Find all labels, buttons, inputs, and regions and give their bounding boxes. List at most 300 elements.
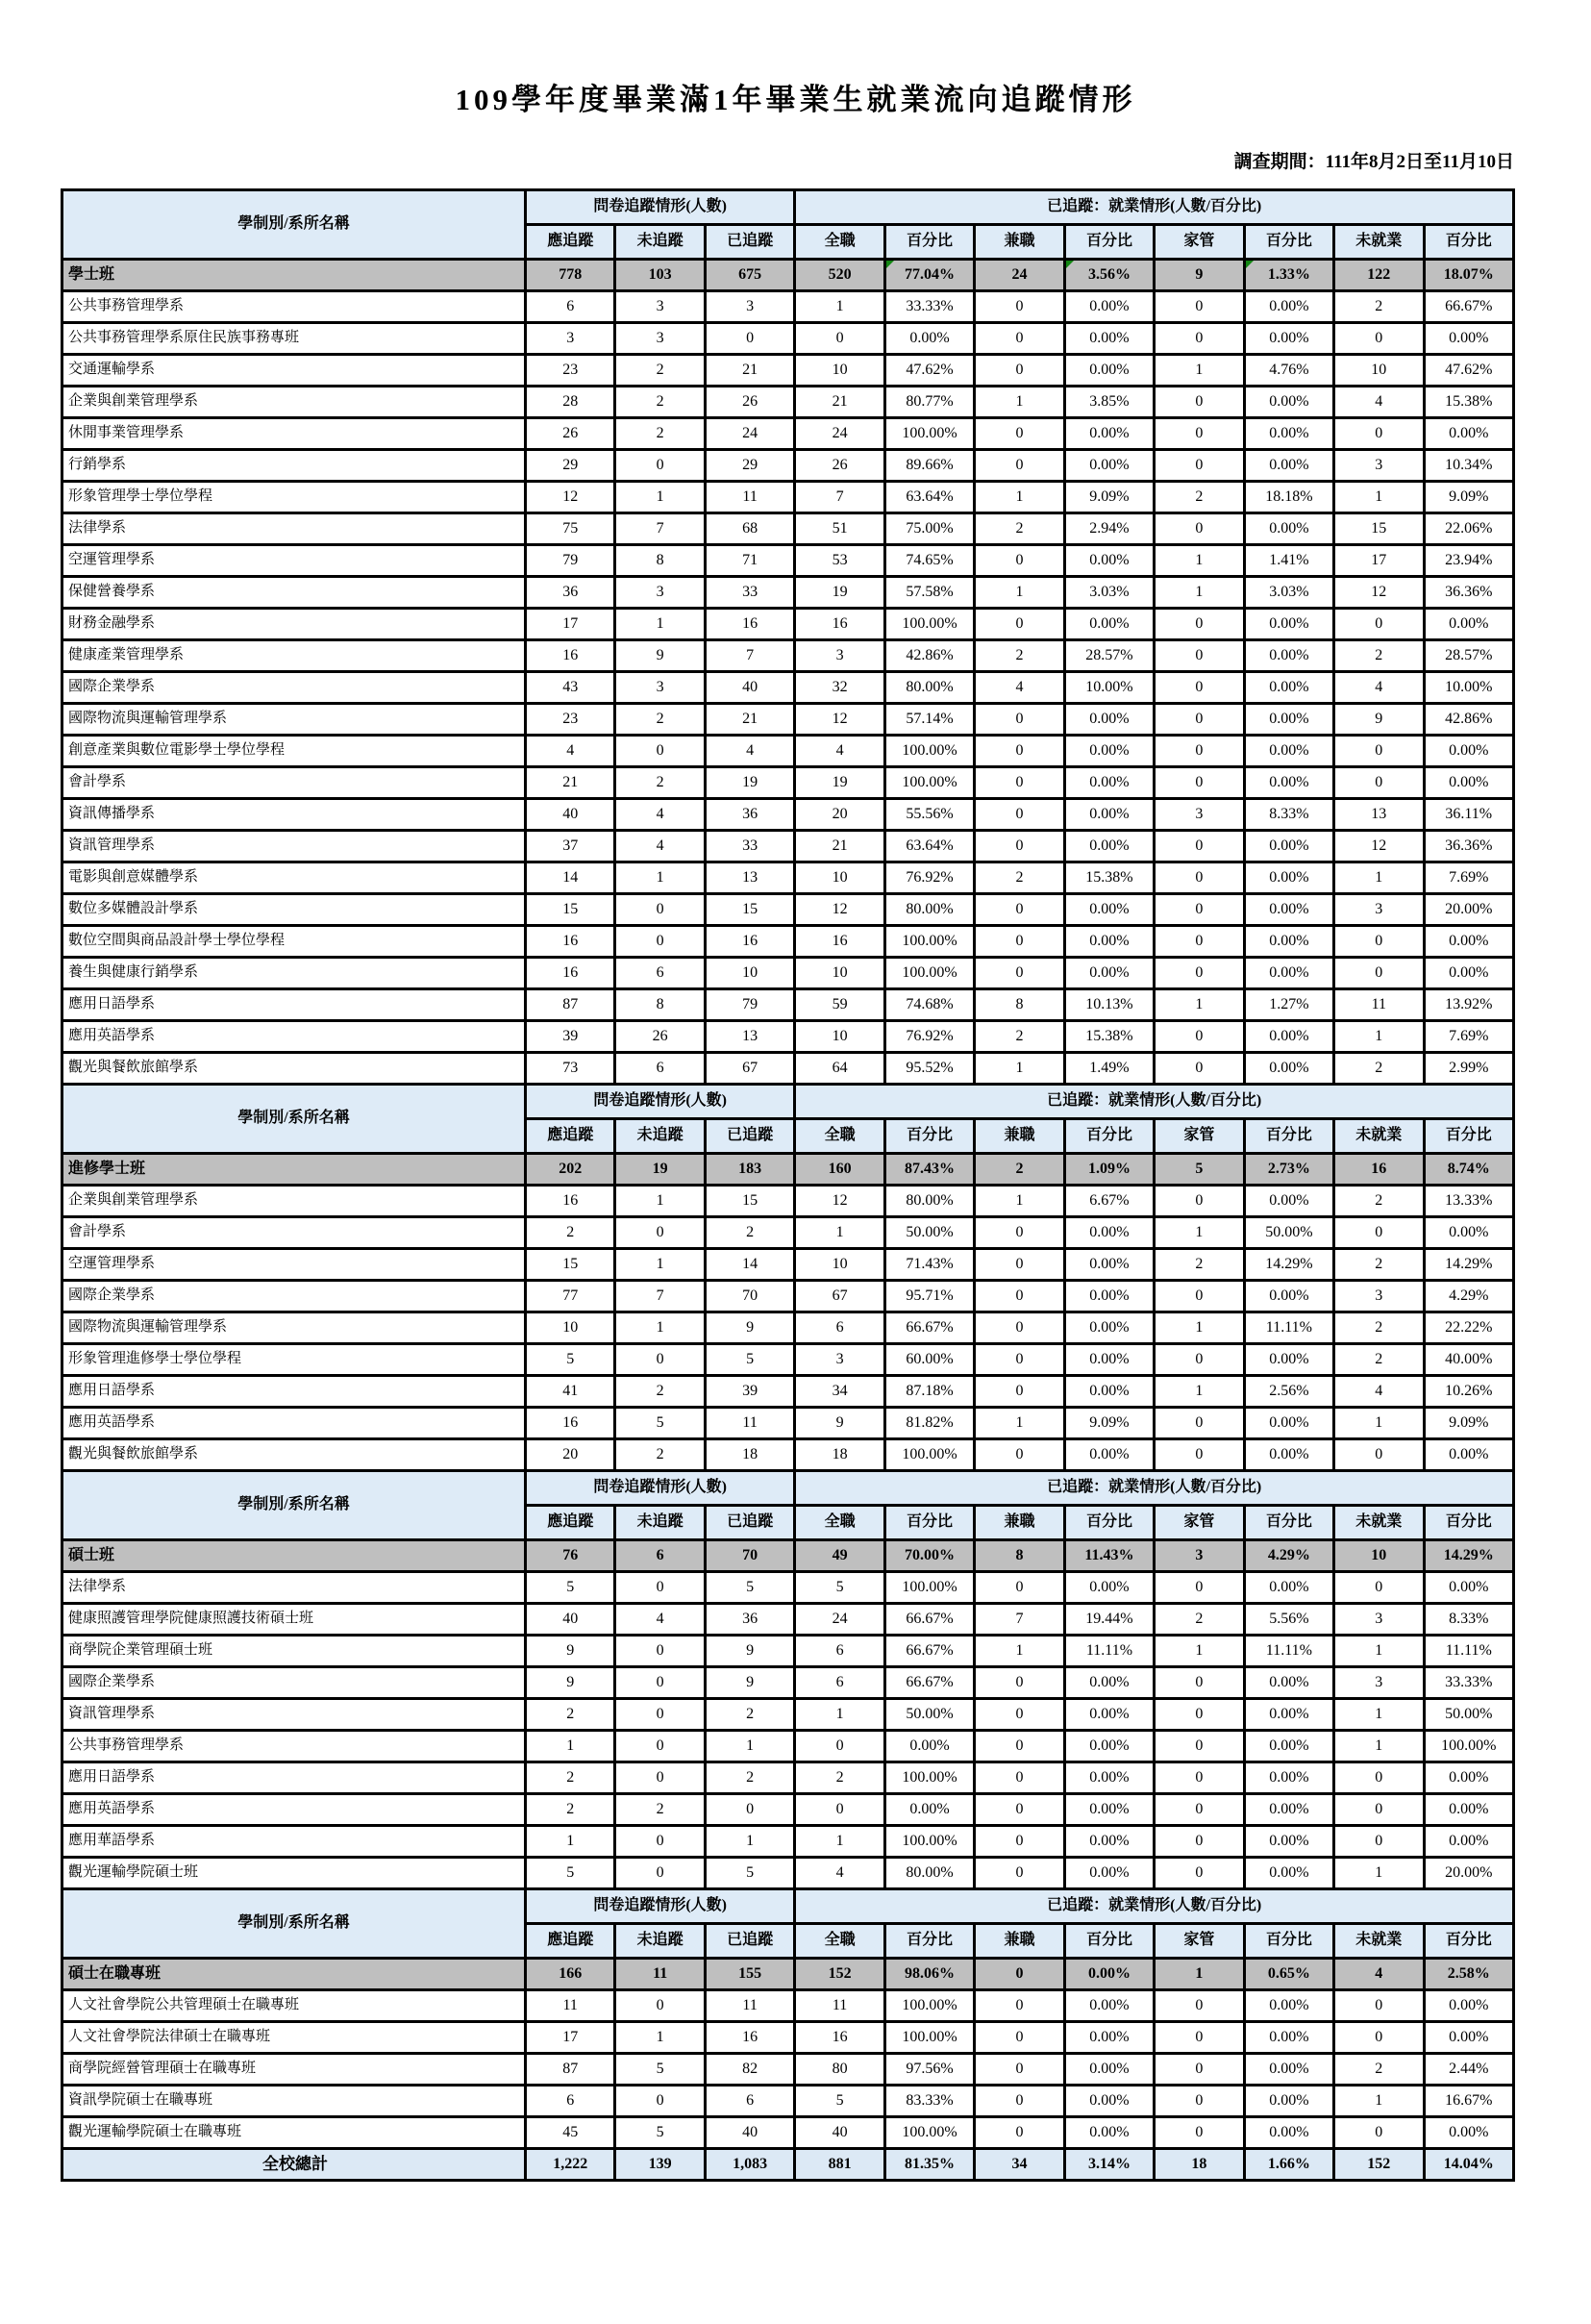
count-cell: 5 xyxy=(795,2086,884,2117)
count-cell: 71 xyxy=(705,545,794,577)
percent-cell: 100.00% xyxy=(884,2022,974,2054)
count-cell: 0 xyxy=(1155,894,1244,926)
count-cell: 75 xyxy=(526,513,615,545)
count-cell: 6 xyxy=(795,1667,884,1699)
count-cell: 0 xyxy=(1155,1990,1244,2022)
table-row xyxy=(62,418,1514,450)
count-cell: 0 xyxy=(975,609,1064,640)
percent-cell: 10.00% xyxy=(1064,672,1154,704)
count-cell: 183 xyxy=(705,1154,794,1186)
table-row xyxy=(62,894,1514,926)
percent-cell: 2.94% xyxy=(1064,513,1154,545)
percent-cell: 0.00% xyxy=(1244,1439,1333,1471)
count-cell: 16 xyxy=(1334,1154,1424,1186)
percent-cell: 0.00% xyxy=(1244,1858,1333,1889)
count-cell: 87 xyxy=(526,989,615,1021)
table-row xyxy=(62,736,1514,767)
count-cell: 1 xyxy=(975,1186,1064,1217)
count-cell: 0 xyxy=(975,1572,1064,1604)
count-cell: 2 xyxy=(1155,1249,1244,1281)
count-cell: 1 xyxy=(705,1826,794,1858)
count-cell: 2 xyxy=(1155,1604,1244,1636)
department-name: 空運管理學系 xyxy=(62,1249,526,1281)
department-name: 資訊傳播學系 xyxy=(62,799,526,831)
department-name: 商學院企業管理碩士班 xyxy=(62,1636,526,1667)
count-cell: 0 xyxy=(975,1312,1064,1344)
count-cell: 3 xyxy=(705,291,794,323)
header-group-row-0 xyxy=(62,190,1514,225)
count-cell: 26 xyxy=(705,387,794,418)
count-cell: 1 xyxy=(1334,1858,1424,1889)
count-cell: 520 xyxy=(795,260,884,291)
count-cell: 4 xyxy=(795,1858,884,1889)
percent-cell: 11.11% xyxy=(1424,1636,1513,1667)
table-row xyxy=(62,862,1514,894)
count-cell: 1 xyxy=(615,1312,705,1344)
count-cell: 0 xyxy=(1155,831,1244,862)
count-cell: 1 xyxy=(975,1636,1064,1667)
count-cell: 18 xyxy=(1155,2149,1244,2181)
percent-cell: 0.00% xyxy=(1424,609,1513,640)
percent-cell: 40.00% xyxy=(1424,1344,1513,1376)
count-cell: 49 xyxy=(795,1540,884,1572)
count-cell: 0 xyxy=(1155,1699,1244,1731)
count-cell: 0 xyxy=(1334,1794,1424,1826)
percent-cell: 0.00% xyxy=(1244,1186,1333,1217)
percent-cell: 7.69% xyxy=(1424,1021,1513,1053)
percent-cell: 3.56% xyxy=(1064,260,1154,291)
count-cell: 5 xyxy=(526,1344,615,1376)
percent-cell: 81.82% xyxy=(884,1408,974,1439)
percent-cell: 0.00% xyxy=(1064,323,1154,355)
department-name: 電影與創意媒體學系 xyxy=(62,862,526,894)
percent-cell: 15.38% xyxy=(1064,1021,1154,1053)
count-cell: 0 xyxy=(975,1990,1064,2022)
header-survey-group: 問卷追蹤情形(人數) xyxy=(526,190,795,225)
percent-cell: 0.00% xyxy=(1424,767,1513,799)
count-cell: 15 xyxy=(1334,513,1424,545)
percent-cell: 0.00% xyxy=(1064,1376,1154,1408)
count-cell: 3 xyxy=(615,291,705,323)
count-cell: 0 xyxy=(1155,387,1244,418)
header-employment-group: 已追蹤：就業情形(人數/百分比) xyxy=(795,1889,1514,1924)
percent-cell: 0.00% xyxy=(1244,450,1333,482)
count-cell: 0 xyxy=(1155,291,1244,323)
table-row xyxy=(62,2054,1514,2086)
count-cell: 59 xyxy=(795,989,884,1021)
count-cell: 40 xyxy=(526,1604,615,1636)
percent-cell: 100.00% xyxy=(884,926,974,958)
count-cell: 0 xyxy=(1334,1217,1424,1249)
header-subcol-part-time-percent: 百分比 xyxy=(1064,225,1154,260)
count-cell: 0 xyxy=(975,1667,1064,1699)
percent-cell: 97.56% xyxy=(884,2054,974,2086)
count-cell: 40 xyxy=(705,2117,794,2149)
header-subcol-should-track: 應追蹤 xyxy=(526,225,615,260)
count-cell: 12 xyxy=(1334,577,1424,609)
count-cell: 2 xyxy=(615,355,705,387)
percent-cell: 1.09% xyxy=(1064,1154,1154,1186)
department-name: 會計學系 xyxy=(62,1217,526,1249)
percent-cell: 14.29% xyxy=(1424,1540,1513,1572)
count-cell: 1 xyxy=(795,1217,884,1249)
count-cell: 778 xyxy=(526,260,615,291)
count-cell: 3 xyxy=(1334,1667,1424,1699)
header-subcol-part-time-percent: 百分比 xyxy=(1064,1119,1154,1154)
count-cell: 2 xyxy=(615,704,705,736)
header-subcol-unemployed: 未就業 xyxy=(1334,1119,1424,1154)
count-cell: 67 xyxy=(795,1281,884,1312)
count-cell: 2 xyxy=(615,418,705,450)
count-cell: 1 xyxy=(1155,1376,1244,1408)
count-cell: 16 xyxy=(526,1408,615,1439)
count-cell: 0 xyxy=(615,1572,705,1604)
count-cell: 0 xyxy=(1334,1826,1424,1858)
header-subcol-should-track: 應追蹤 xyxy=(526,1924,615,1959)
department-name: 財務金融學系 xyxy=(62,609,526,640)
department-name: 健康產業管理學系 xyxy=(62,640,526,672)
count-cell: 0 xyxy=(1155,2086,1244,2117)
header-subcol-part-time: 兼職 xyxy=(975,1924,1064,1959)
percent-cell: 0.00% xyxy=(1244,831,1333,862)
count-cell: 4 xyxy=(795,736,884,767)
percent-cell: 0.00% xyxy=(1064,894,1154,926)
count-cell: 10 xyxy=(526,1312,615,1344)
count-cell: 29 xyxy=(526,450,615,482)
count-cell: 37 xyxy=(526,831,615,862)
count-cell: 2 xyxy=(1334,1344,1424,1376)
percent-cell: 0.00% xyxy=(1244,1053,1333,1085)
count-cell: 0 xyxy=(975,1959,1064,1990)
count-cell: 10 xyxy=(795,862,884,894)
department-name: 資訊管理學系 xyxy=(62,1699,526,1731)
count-cell: 1 xyxy=(1155,577,1244,609)
count-cell: 2 xyxy=(1155,482,1244,513)
count-cell: 5 xyxy=(1155,1154,1244,1186)
header-group-row-3 xyxy=(62,1889,1514,1924)
header-subcol-not-tracked: 未追蹤 xyxy=(615,1924,705,1959)
department-name: 交通運輸學系 xyxy=(62,355,526,387)
header-subcol-unemployed-percent: 百分比 xyxy=(1424,225,1513,260)
percent-cell: 0.00% xyxy=(1424,1762,1513,1794)
count-cell: 1 xyxy=(1155,355,1244,387)
department-name: 數位空間與商品設計學士學位學程 xyxy=(62,926,526,958)
table-row xyxy=(62,2022,1514,2054)
department-name: 人文社會學院法律碩士在職專班 xyxy=(62,2022,526,2054)
percent-cell: 74.65% xyxy=(884,545,974,577)
count-cell: 1 xyxy=(615,1249,705,1281)
count-cell: 4 xyxy=(1334,1959,1424,1990)
count-cell: 9 xyxy=(795,1408,884,1439)
percent-cell: 3.85% xyxy=(1064,387,1154,418)
percent-cell: 10.26% xyxy=(1424,1376,1513,1408)
department-name: 人文社會學院公共管理碩士在職專班 xyxy=(62,1990,526,2022)
department-name: 保健營養學系 xyxy=(62,577,526,609)
percent-cell: 100.00% xyxy=(884,1439,974,1471)
table-row xyxy=(62,1053,1514,1085)
section-label: 學士班 xyxy=(62,260,526,291)
count-cell: 36 xyxy=(526,577,615,609)
count-cell: 0 xyxy=(615,1990,705,2022)
percent-cell: 80.00% xyxy=(884,1858,974,1889)
count-cell: 2 xyxy=(615,1439,705,1471)
percent-cell: 0.00% xyxy=(1424,1439,1513,1471)
percent-cell: 0.00% xyxy=(1424,1826,1513,1858)
count-cell: 5 xyxy=(615,2117,705,2149)
percent-cell: 0.00% xyxy=(1064,1439,1154,1471)
percent-cell: 9.09% xyxy=(1424,1408,1513,1439)
count-cell: 0 xyxy=(1155,513,1244,545)
count-cell: 0 xyxy=(975,418,1064,450)
table-row xyxy=(62,799,1514,831)
count-cell: 0 xyxy=(1155,1858,1244,1889)
count-cell: 2 xyxy=(1334,2054,1424,2086)
count-cell: 0 xyxy=(975,1281,1064,1312)
count-cell: 12 xyxy=(795,1186,884,1217)
percent-cell: 0.00% xyxy=(1064,1990,1154,2022)
percent-cell: 76.92% xyxy=(884,1021,974,1053)
count-cell: 0 xyxy=(1334,736,1424,767)
header-subcol-homemaker-percent: 百分比 xyxy=(1244,1119,1333,1154)
percent-cell: 1.66% xyxy=(1244,2149,1333,2181)
count-cell: 33 xyxy=(705,831,794,862)
section-label: 進修學士班 xyxy=(62,1154,526,1186)
count-cell: 24 xyxy=(705,418,794,450)
count-cell: 36 xyxy=(705,1604,794,1636)
department-name: 國際物流與運輸管理學系 xyxy=(62,704,526,736)
percent-cell: 0.00% xyxy=(1064,2117,1154,2149)
count-cell: 0 xyxy=(1155,1408,1244,1439)
percent-cell: 100.00% xyxy=(884,958,974,989)
percent-cell: 100.00% xyxy=(884,1762,974,1794)
count-cell: 0 xyxy=(615,1731,705,1762)
percent-cell: 100.00% xyxy=(884,1990,974,2022)
count-cell: 5 xyxy=(705,1858,794,1889)
header-subcol-full-time-percent: 百分比 xyxy=(884,1506,974,1540)
department-name: 國際物流與運輸管理學系 xyxy=(62,1312,526,1344)
count-cell: 1 xyxy=(615,862,705,894)
percent-cell: 0.00% xyxy=(1064,1959,1154,1990)
count-cell: 2 xyxy=(526,1762,615,1794)
percent-cell: 57.14% xyxy=(884,704,974,736)
percent-cell: 15.38% xyxy=(1424,387,1513,418)
header-survey-group: 問卷追蹤情形(人數) xyxy=(526,1085,795,1119)
count-cell: 2 xyxy=(526,1794,615,1826)
count-cell: 16 xyxy=(526,926,615,958)
header-employment-group: 已追蹤：就業情形(人數/百分比) xyxy=(795,1085,1514,1119)
count-cell: 2 xyxy=(975,1021,1064,1053)
percent-cell: 0.00% xyxy=(1244,1699,1333,1731)
header-subcol-not-tracked: 未追蹤 xyxy=(615,1119,705,1154)
percent-cell: 11.11% xyxy=(1064,1636,1154,1667)
header-subcol-unemployed-percent: 百分比 xyxy=(1424,1924,1513,1959)
percent-cell: 98.06% xyxy=(884,1959,974,1990)
section-label: 碩士在職專班 xyxy=(62,1959,526,1990)
header-group-row-1 xyxy=(62,1085,1514,1119)
percent-cell: 0.00% xyxy=(1064,1826,1154,1858)
count-cell: 3 xyxy=(526,323,615,355)
percent-cell: 19.44% xyxy=(1064,1604,1154,1636)
count-cell: 3 xyxy=(615,577,705,609)
percent-cell: 60.00% xyxy=(884,1344,974,1376)
count-cell: 79 xyxy=(705,989,794,1021)
count-cell: 16 xyxy=(795,609,884,640)
count-cell: 3 xyxy=(1334,450,1424,482)
header-subcol-full-time-percent: 百分比 xyxy=(884,225,974,260)
table-row xyxy=(62,1281,1514,1312)
department-name: 觀光運輸學院碩士在職專班 xyxy=(62,2117,526,2149)
percent-cell: 0.00% xyxy=(1244,513,1333,545)
percent-cell: 0.00% xyxy=(1064,1572,1154,1604)
count-cell: 0 xyxy=(1155,1731,1244,1762)
count-cell: 0 xyxy=(1155,1826,1244,1858)
percent-cell: 95.71% xyxy=(884,1281,974,1312)
percent-cell: 28.57% xyxy=(1064,640,1154,672)
count-cell: 2 xyxy=(615,1794,705,1826)
count-cell: 4 xyxy=(705,736,794,767)
count-cell: 16 xyxy=(795,926,884,958)
table-row xyxy=(62,577,1514,609)
count-cell: 2 xyxy=(1334,640,1424,672)
percent-cell: 20.00% xyxy=(1424,1858,1513,1889)
department-name: 資訊學院碩士在職專班 xyxy=(62,2086,526,2117)
count-cell: 0 xyxy=(975,323,1064,355)
table-body xyxy=(62,190,1514,2181)
table-row xyxy=(62,1186,1514,1217)
count-cell: 1 xyxy=(975,1053,1064,1085)
count-cell: 0 xyxy=(975,1376,1064,1408)
count-cell: 11 xyxy=(795,1990,884,2022)
percent-cell: 71.43% xyxy=(884,1249,974,1281)
count-cell: 39 xyxy=(705,1376,794,1408)
percent-cell: 14.29% xyxy=(1244,1249,1333,1281)
count-cell: 33 xyxy=(705,577,794,609)
count-cell: 5 xyxy=(705,1572,794,1604)
count-cell: 1 xyxy=(1155,1959,1244,1990)
count-cell: 2 xyxy=(1334,1186,1424,1217)
count-cell: 24 xyxy=(795,1604,884,1636)
percent-cell: 0.00% xyxy=(1244,926,1333,958)
count-cell: 4 xyxy=(615,799,705,831)
percent-cell: 0.00% xyxy=(1064,1281,1154,1312)
percent-cell: 9.09% xyxy=(1064,1408,1154,1439)
count-cell: 2 xyxy=(975,640,1064,672)
percent-cell: 0.00% xyxy=(1244,291,1333,323)
count-cell: 82 xyxy=(705,2054,794,2086)
percent-cell: 0.00% xyxy=(1064,609,1154,640)
percent-cell: 0.00% xyxy=(1244,323,1333,355)
table-row xyxy=(62,1439,1514,1471)
header-subcol-not-tracked: 未追蹤 xyxy=(615,1506,705,1540)
count-cell: 5 xyxy=(615,1408,705,1439)
table-row xyxy=(62,958,1514,989)
count-cell: 70 xyxy=(705,1281,794,1312)
percent-cell: 57.58% xyxy=(884,577,974,609)
percent-cell: 0.00% xyxy=(1244,418,1333,450)
count-cell: 6 xyxy=(795,1312,884,1344)
percent-cell: 0.00% xyxy=(1424,958,1513,989)
percent-cell: 89.66% xyxy=(884,450,974,482)
header-name-column: 學制別/系所名稱 xyxy=(62,1889,526,1959)
count-cell: 8 xyxy=(975,1540,1064,1572)
percent-cell: 87.18% xyxy=(884,1376,974,1408)
percent-cell: 0.00% xyxy=(1244,1572,1333,1604)
count-cell: 6 xyxy=(615,1540,705,1572)
header-subcol-part-time-percent: 百分比 xyxy=(1064,1506,1154,1540)
table-row xyxy=(62,1572,1514,1604)
percent-cell: 3.03% xyxy=(1064,577,1154,609)
percent-cell: 10.34% xyxy=(1424,450,1513,482)
count-cell: 2 xyxy=(705,1699,794,1731)
count-cell: 0 xyxy=(975,1858,1064,1889)
count-cell: 16 xyxy=(705,2022,794,2054)
count-cell: 9 xyxy=(705,1312,794,1344)
count-cell: 0 xyxy=(1334,418,1424,450)
count-cell: 0 xyxy=(975,1344,1064,1376)
percent-cell: 0.00% xyxy=(1424,1794,1513,1826)
percent-cell: 0.00% xyxy=(1064,1858,1154,1889)
grand-row xyxy=(62,2149,1514,2181)
percent-cell: 0.00% xyxy=(1064,2022,1154,2054)
count-cell: 19 xyxy=(705,767,794,799)
percent-cell: 63.64% xyxy=(884,482,974,513)
department-name: 國際企業學系 xyxy=(62,1667,526,1699)
count-cell: 7 xyxy=(705,640,794,672)
count-cell: 18 xyxy=(795,1439,884,1471)
percent-cell: 0.00% xyxy=(1244,1281,1333,1312)
header-subcol-full-time: 全職 xyxy=(795,1119,884,1154)
header-subcol-part-time: 兼職 xyxy=(975,225,1064,260)
header-subcol-tracked: 已追蹤 xyxy=(705,225,794,260)
percent-cell: 4.29% xyxy=(1244,1540,1333,1572)
count-cell: 16 xyxy=(526,958,615,989)
count-cell: 10 xyxy=(705,958,794,989)
count-cell: 6 xyxy=(526,2086,615,2117)
percent-cell: 0.00% xyxy=(1424,418,1513,450)
percent-cell: 100.00% xyxy=(884,767,974,799)
percent-cell: 0.00% xyxy=(1244,2117,1333,2149)
table-row xyxy=(62,1731,1514,1762)
percent-cell: 0.00% xyxy=(1064,1667,1154,1699)
count-cell: 28 xyxy=(526,387,615,418)
table-row xyxy=(62,1249,1514,1281)
department-name: 創意產業與數位電影學士學位學程 xyxy=(62,736,526,767)
count-cell: 1 xyxy=(705,1731,794,1762)
count-cell: 0 xyxy=(1155,1762,1244,1794)
count-cell: 2 xyxy=(615,1376,705,1408)
department-name: 觀光與餐飲旅館學系 xyxy=(62,1053,526,1085)
percent-cell: 0.00% xyxy=(1244,704,1333,736)
count-cell: 68 xyxy=(705,513,794,545)
table-row xyxy=(62,1762,1514,1794)
percent-cell: 0.00% xyxy=(1244,1826,1333,1858)
percent-cell: 2.44% xyxy=(1424,2054,1513,2086)
percent-cell: 0.00% xyxy=(1424,926,1513,958)
department-name: 應用華語學系 xyxy=(62,1826,526,1858)
count-cell: 43 xyxy=(526,672,615,704)
percent-cell: 66.67% xyxy=(884,1604,974,1636)
header-subcol-homemaker-percent: 百分比 xyxy=(1244,1924,1333,1959)
count-cell: 0 xyxy=(1155,1667,1244,1699)
count-cell: 0 xyxy=(615,1667,705,1699)
count-cell: 40 xyxy=(705,672,794,704)
count-cell: 15 xyxy=(705,1186,794,1217)
department-name: 資訊管理學系 xyxy=(62,831,526,862)
section-row xyxy=(62,1959,1514,1990)
percent-cell: 100.00% xyxy=(1424,1731,1513,1762)
count-cell: 4 xyxy=(1334,387,1424,418)
count-cell: 77 xyxy=(526,1281,615,1312)
